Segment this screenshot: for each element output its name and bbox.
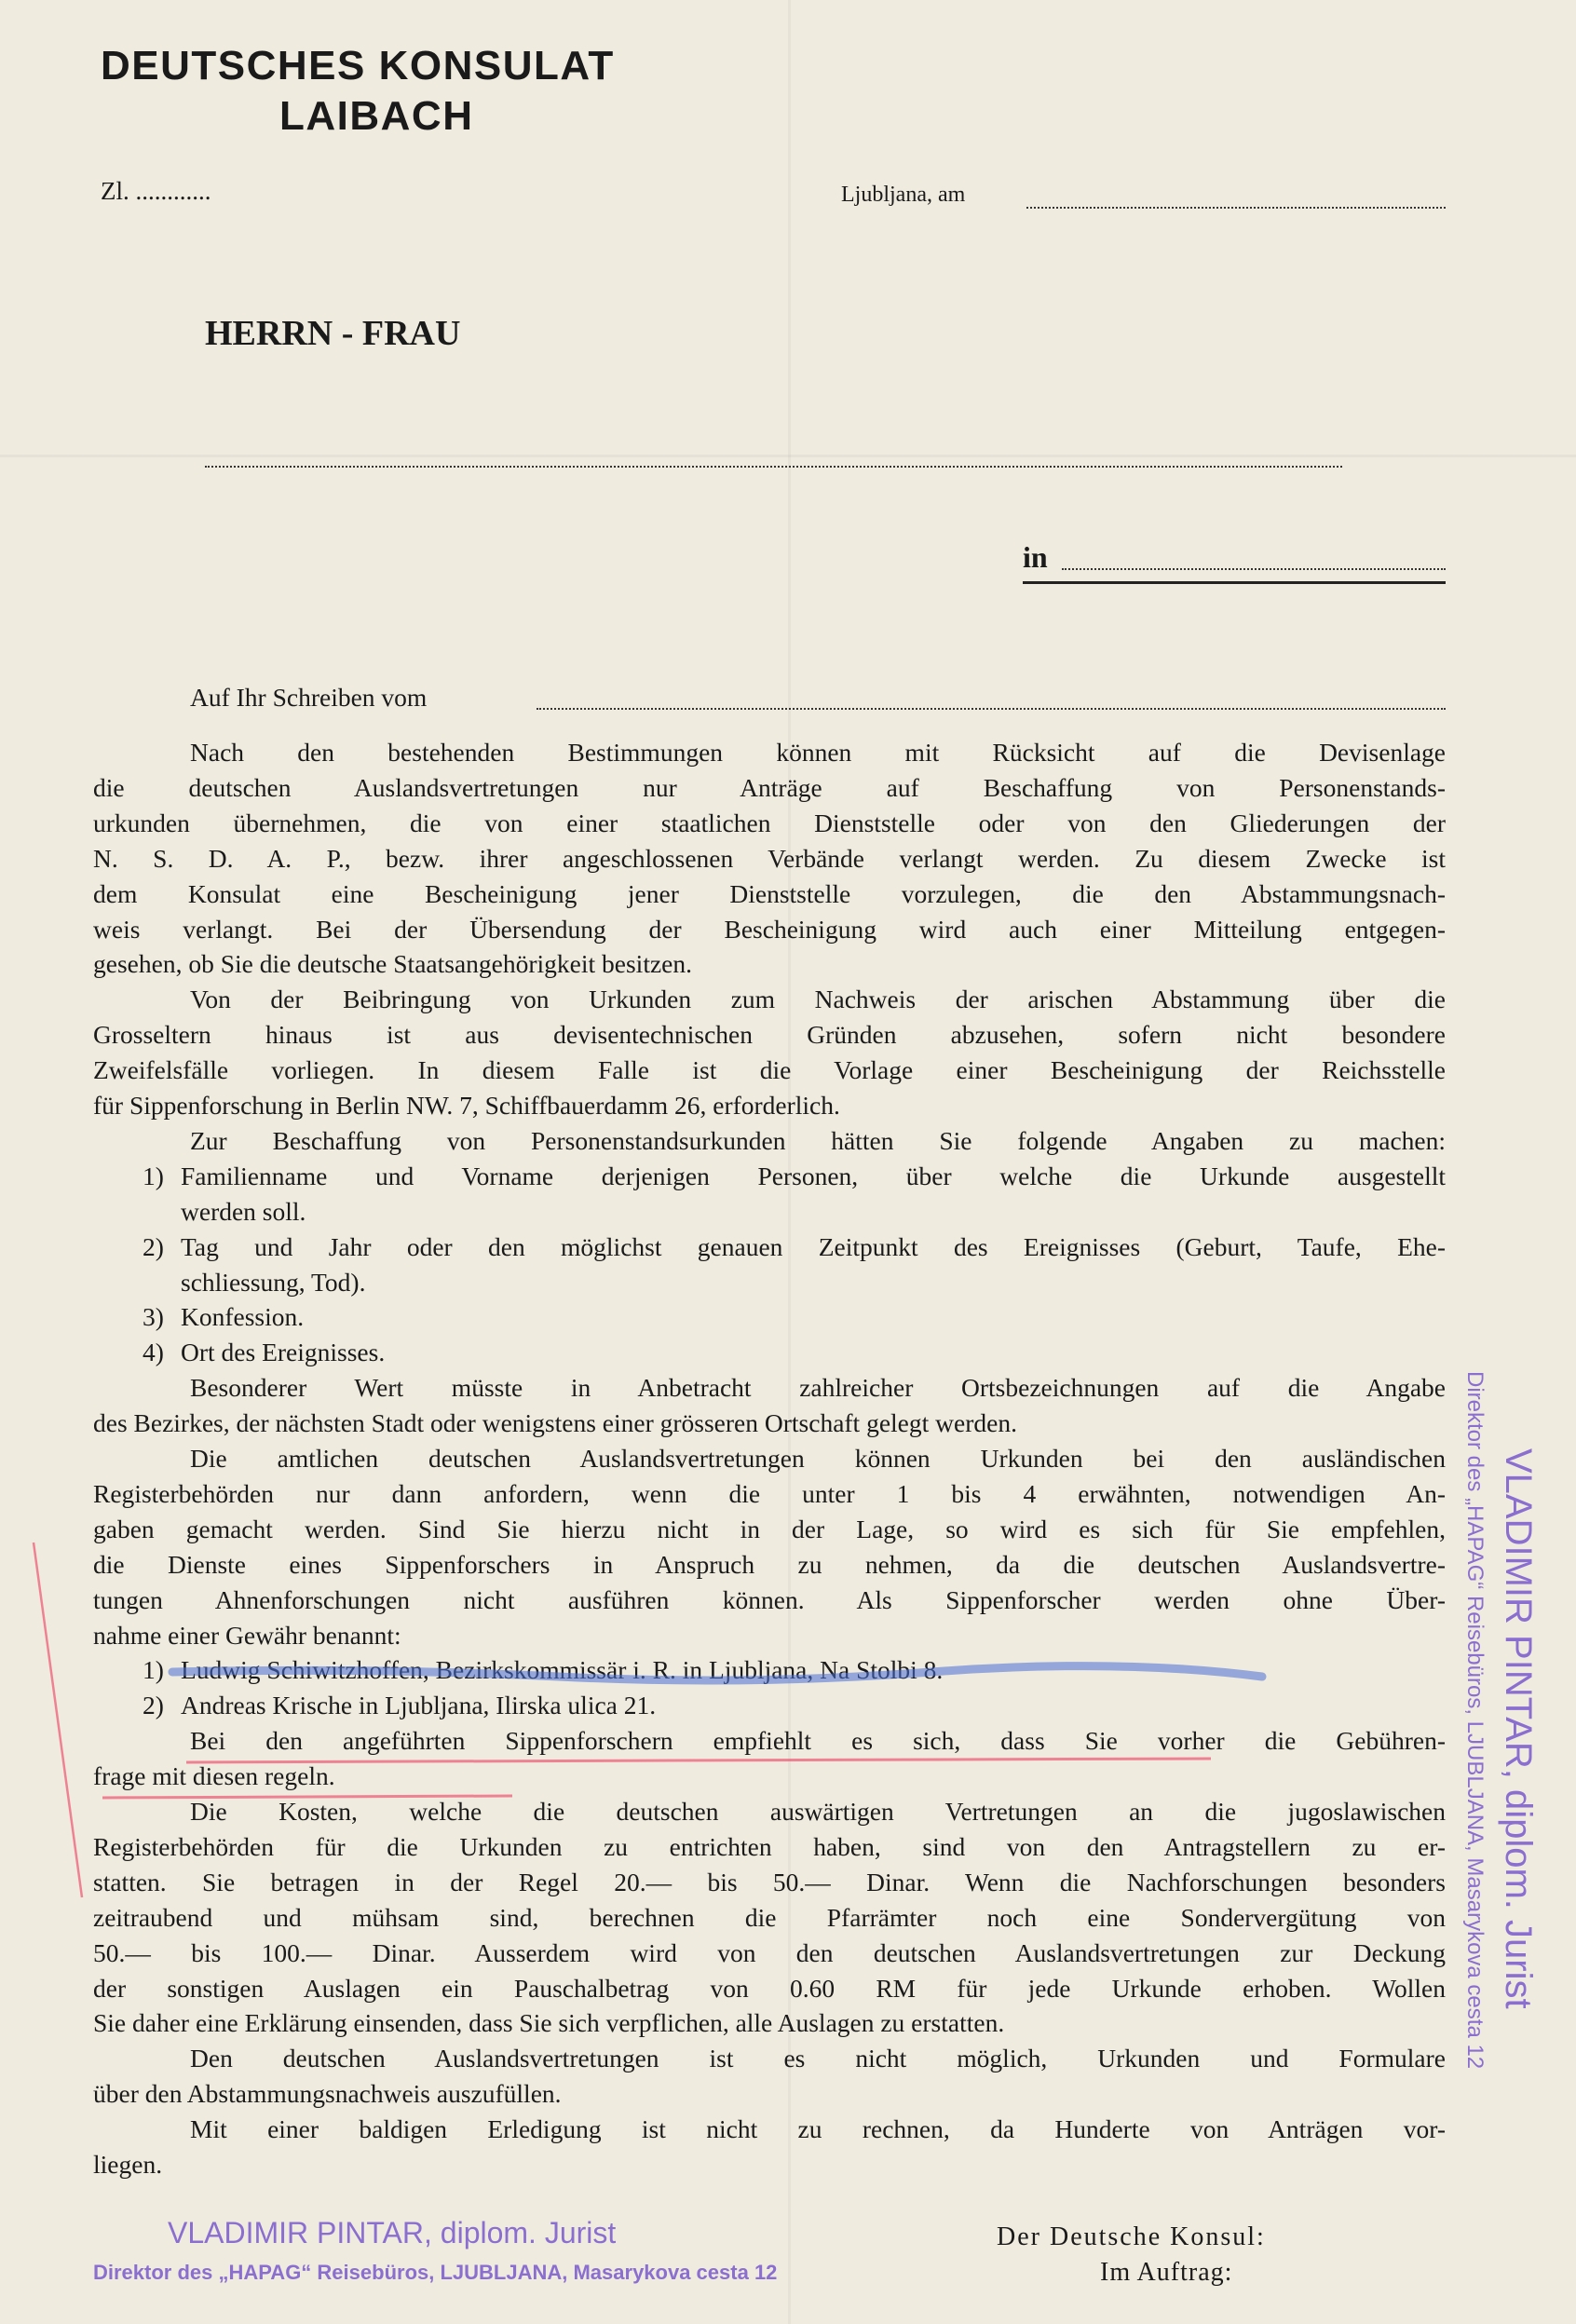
body-line: Grosseltern hinaus ist aus devisentechnischen Gründen abzusehen, sofern nicht besondere	[93, 1020, 1446, 1050]
body-line: Registerbehörden nur dann anfordern, wenn die unter 1 bis 4 erwähnten, notwendigen An-	[93, 1478, 1446, 1508]
body-line: N. S. D. A. P., bezw. ihrer angeschlossenen Verbände verlangt werden. Zu diesem Zwecke ist	[93, 843, 1446, 873]
list-text: Ludwig Schiwitzhoffen, Bezirkskommissär i. R. in Ljubljana, Na Stolbi 8.	[181, 1655, 944, 1685]
body-line: zeitraubend und mühsam sind, berechnen die Pfarrämter noch eine Sondervergütung von	[93, 1902, 1446, 1932]
list-text: Ort des Ereignisses.	[181, 1338, 386, 1367]
body-line: werden soll.	[181, 1196, 306, 1226]
list-text: Andreas Krische in Ljubljana, Ilirska ulica 21.	[181, 1691, 657, 1720]
letter-ref-label: Auf Ihr Schreiben vom	[190, 683, 428, 712]
list-text: Tag und Jahr oder den möglichst genauen Zeitpunkt des Ereignisses (Geburt, Taufe, Ehe-	[181, 1231, 1446, 1261]
body-line: tungen Ahnenforschungen nicht ausführen können. Als Sippenforscher werden ohne Über-	[93, 1584, 1446, 1614]
signature-title: Der Deutsche Konsul:	[997, 2222, 1266, 2251]
body-line: Registerbehörden für die Urkunden zu entrichten haben, sind von den Antragstellern zu er-	[93, 1831, 1446, 1861]
body-line	[93, 1688, 1446, 1723]
body-line: die Dienste eines Sippenforschers in Anspruch zu nehmen, da die deutschen Auslandsvertre-	[93, 1549, 1446, 1579]
list-text: Familienname und Vorname derjenigen Personen, über welche die Urkunde ausgestellt	[181, 1161, 1446, 1190]
body-line	[93, 1335, 1446, 1370]
list-number: 2)	[143, 1231, 164, 1261]
body-line: des Bezirkes, der nächsten Stadt oder wenigstens einer grösseren Ortschaft gelegt werden.	[93, 1408, 1017, 1438]
stamp-address-vertical: Direktor des „HAPAG“ Reisebüros, LJUBLJANA, Masarykova cesta 12	[1462, 1371, 1488, 2070]
list-number: 2)	[143, 1691, 164, 1720]
stamp-address-horizontal: Direktor des „HAPAG“ Reisebüros, LJUBLJANA, Masarykova cesta 12	[93, 2261, 778, 2284]
date-field-line	[1026, 207, 1446, 209]
salutation: HERRN - FRAU	[205, 314, 461, 353]
in-label: in	[1023, 540, 1048, 574]
body-line: nahme einer Gewähr benannt:	[93, 1620, 401, 1650]
body-line: schliessung, Tod).	[181, 1267, 366, 1297]
body-line: über den Abstammungsnachweis auszufüllen.	[93, 2079, 562, 2109]
recipient-place-line	[1062, 568, 1446, 570]
body-line: Zweifelsfälle vorliegen. In diesem Falle ist die Vorlage einer Bescheinigung der Reichsstelle	[93, 1055, 1446, 1085]
body-line	[93, 1230, 1446, 1265]
body-line: statten. Sie betragen in der Regel 20.— bis 50.— Dinar. Wenn die Nachforschungen besonders	[93, 1867, 1446, 1896]
list-number: 4)	[143, 1338, 164, 1367]
red-margin-line	[34, 1543, 82, 1897]
body-line: gesehen, ob Sie die deutsche Staatsangehörigkeit besitzen.	[93, 949, 693, 979]
list-number: 1)	[143, 1655, 164, 1685]
consulate-name: DEUTSCHES KONSULAT	[101, 43, 615, 88]
body-line: Die amtlichen deutschen Auslandsvertretungen können Urkunden bei den ausländischen	[190, 1444, 1446, 1473]
list-text: Konfession.	[181, 1302, 305, 1332]
body-line: der sonstigen Auslagen ein Pauschalbetrag von 0.60 RM für jede Urkunde erhoben. Wollen	[93, 1973, 1446, 2003]
body-line: Mit einer baldigen Erledigung ist nicht zu rechnen, da Hunderte von Anträgen vor-	[190, 2114, 1446, 2144]
body-line: für Sippenforschung in Berlin NW. 7, Schiffbauerdamm 26, erforderlich.	[93, 1091, 840, 1120]
body-line: Die Kosten, welche die deutschen auswärtigen Vertretungen an die jugoslawischen	[190, 1797, 1446, 1826]
body-line: Sie daher eine Erklärung einsenden, dass Sie sich verpflichen, alle Auslagen zu erstatten.	[93, 2008, 1005, 2038]
body-line: Zur Beschaffung von Personenstandsurkunden hätten Sie folgende Angaben zu machen:	[190, 1125, 1446, 1155]
list-number: 1)	[143, 1161, 164, 1190]
body-line: frage mit diesen regeln.	[93, 1761, 335, 1791]
consulate-city: LAIBACH	[279, 93, 474, 139]
body-line	[93, 1652, 1446, 1688]
place-date-label: Ljubljana, am	[841, 183, 966, 207]
body-line: Nach den bestehenden Bestimmungen können mit Rücksicht auf die Devisenlage	[190, 738, 1446, 767]
body-line: urkunden übernehmen, die von einer staatlichen Dienststelle oder von den Gliederungen der	[93, 808, 1446, 837]
body-line: dem Konsulat eine Bescheinigung jener Dienststelle vorzulegen, die den Abstammungsnach-	[93, 878, 1446, 908]
body-line: Von der Beibringung von Urkunden zum Nachweis der arischen Abstammung über die	[190, 985, 1446, 1014]
letter-date-line	[537, 708, 1446, 710]
body-line: Besonderer Wert müsste in Anbetracht zahlreicher Ortsbezeichnungen auf die Angabe	[190, 1373, 1446, 1403]
body-line	[93, 1159, 1446, 1194]
list-number: 3)	[143, 1302, 164, 1332]
body-line: gaben gemacht werden. Sind Sie hierzu nicht in der Lage, so wird es sich für Sie empfehlen,	[93, 1514, 1446, 1543]
stamp-name-horizontal: VLADIMIR PINTAR, diplom. Jurist	[168, 2216, 617, 2249]
body-line: 50.— bis 100.— Dinar. Ausserdem wird von den deutschen Auslandsvertretungen zur Deckung	[93, 1937, 1446, 1967]
body-line: Den deutschen Auslandsvertretungen ist es nicht möglich, Urkunden und Formulare	[190, 2044, 1446, 2073]
recipient-name-line	[205, 466, 1342, 468]
body-line	[93, 1299, 1446, 1335]
body-line: Bei den angeführten Sippenforschern empfiehlt es sich, dass Sie vorher die Gebühren-	[190, 1726, 1446, 1756]
body-line: liegen.	[93, 2150, 163, 2179]
body-line: die deutschen Auslandsvertretungen nur Anträge auf Beschaffung von Personenstands-	[93, 772, 1446, 802]
signature-on-behalf: Im Auftrag:	[1100, 2258, 1233, 2287]
address-underline	[1023, 581, 1446, 584]
body-line: weis verlangt. Bei der Übersendung der Bescheinigung wird auch einer Mitteilung entgegen-	[93, 914, 1446, 944]
stamp-name-vertical: VLADIMIR PINTAR, diplom. Jurist	[1498, 1448, 1539, 2009]
reference-number: Zl. ............	[101, 177, 211, 205]
